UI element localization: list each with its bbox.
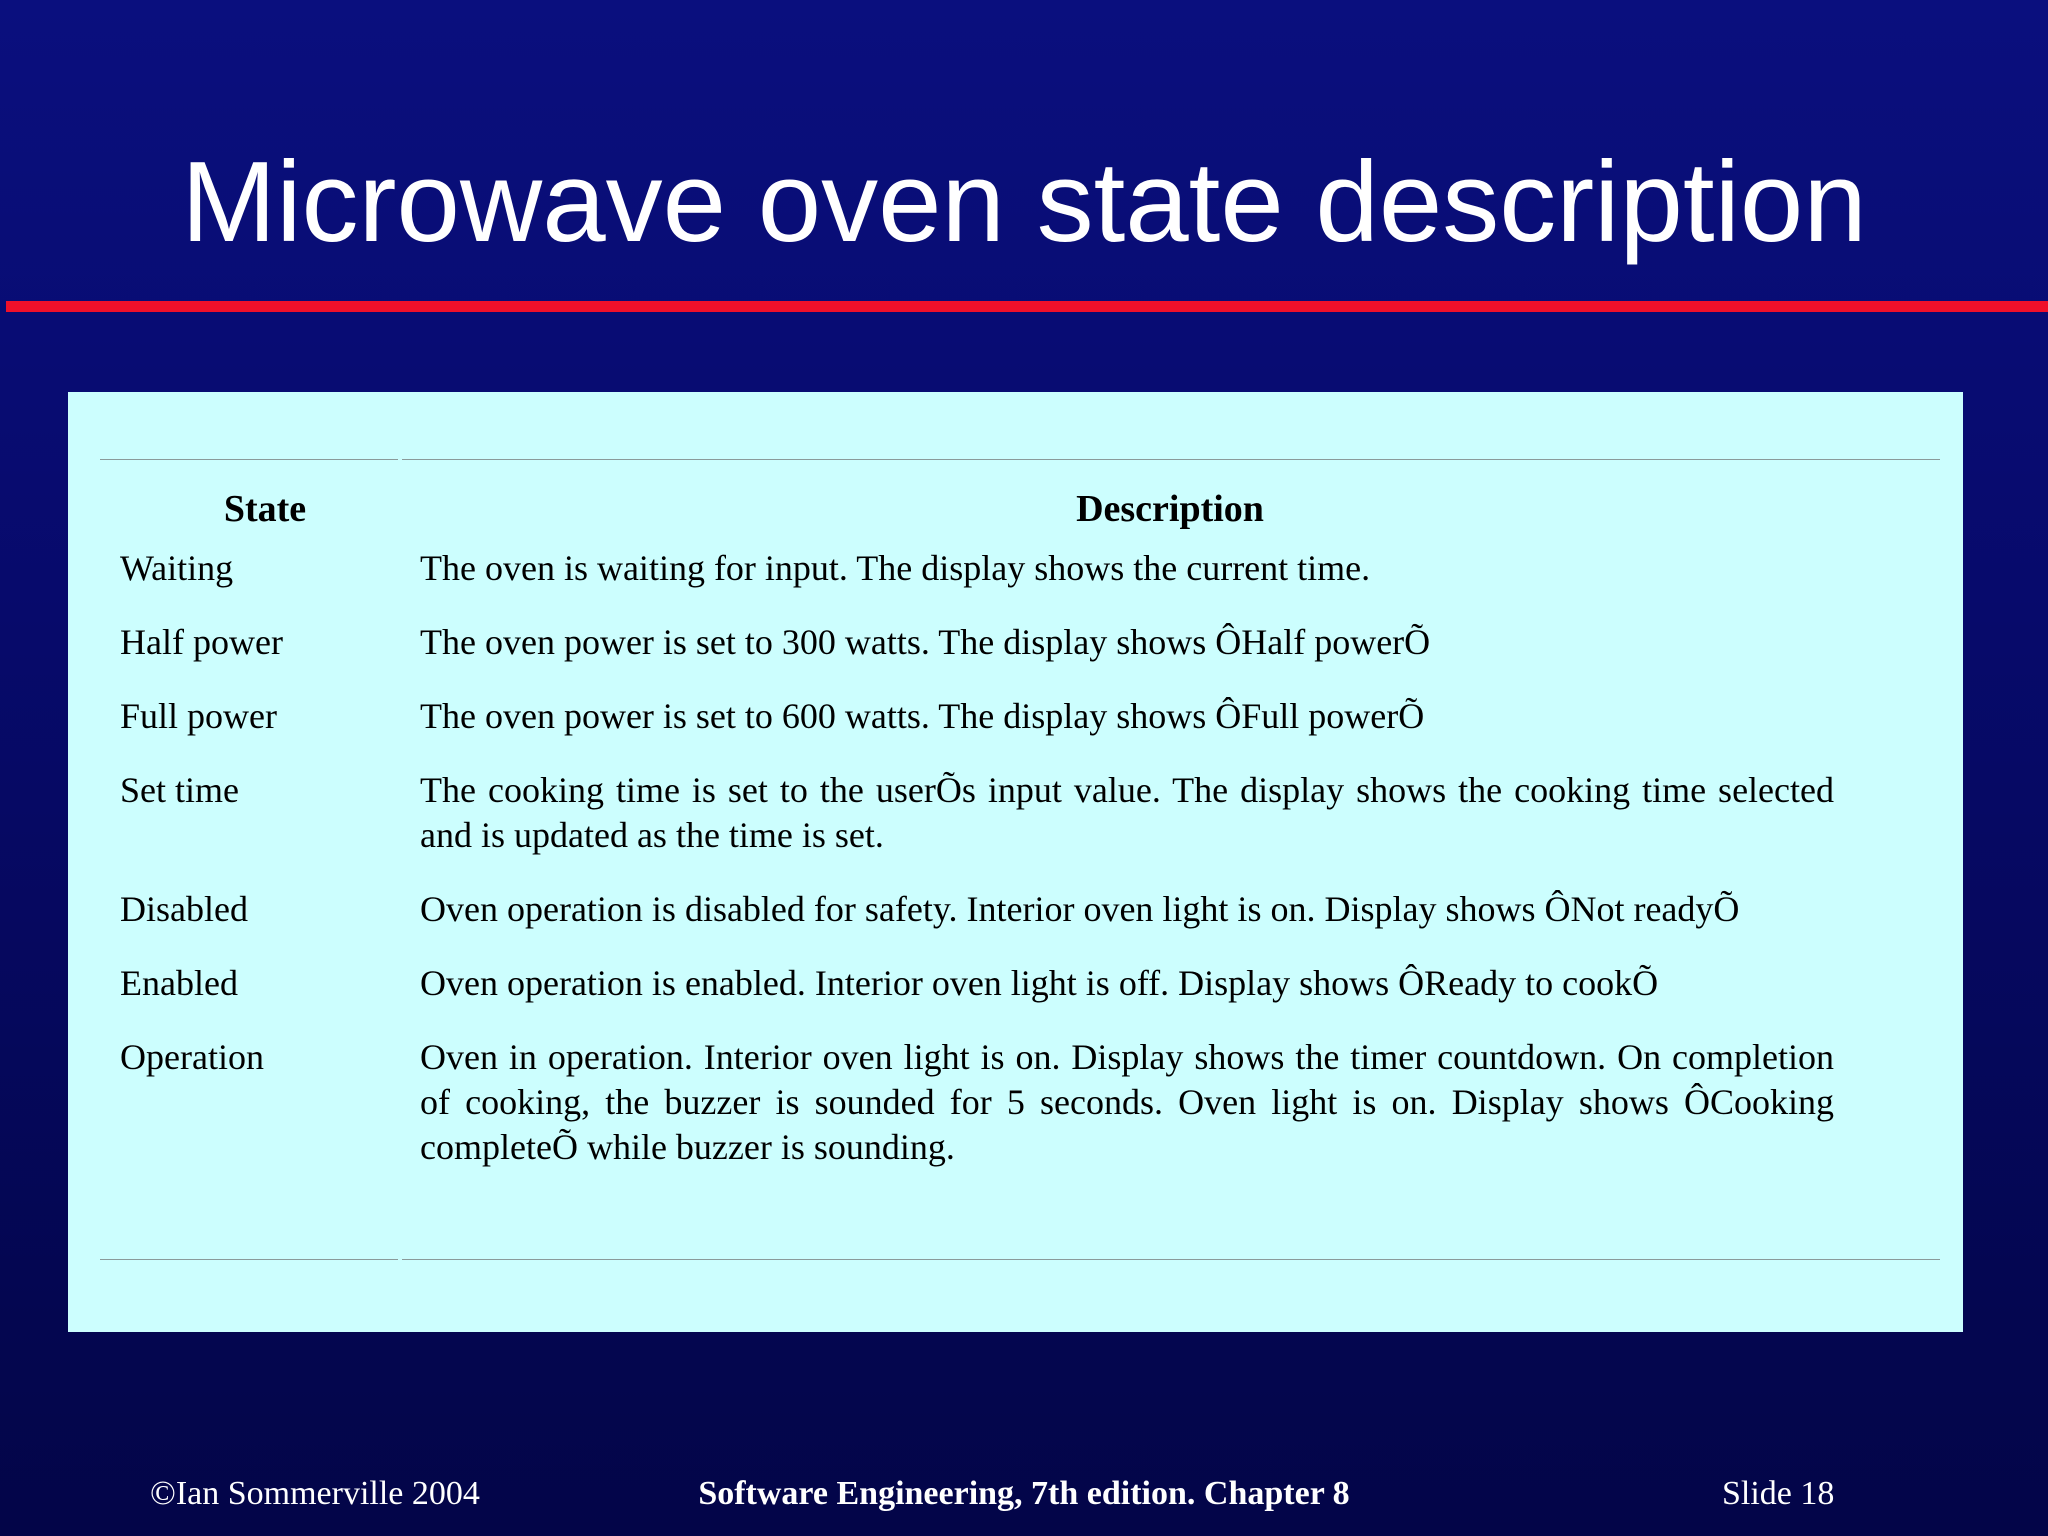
table-row [100, 961, 1940, 1035]
footer-book-title: Software Engineering, 7th edition. Chapter 8 [698, 1475, 1350, 1512]
table-row [100, 620, 1940, 694]
slide-title: Microwave oven state description [181, 139, 1867, 266]
table-row [100, 694, 1940, 768]
table-top-rule [100, 459, 1940, 460]
column-separator-gap [398, 1259, 402, 1260]
state-cell: Waiting [120, 548, 234, 588]
title-divider [6, 301, 2048, 312]
header-state: State [223, 488, 307, 530]
table-row [100, 768, 1940, 887]
state-description-table [100, 472, 1940, 1199]
table-row [100, 887, 1940, 961]
description-cell: The oven is waiting for input. The display shows the current time. [420, 548, 1371, 588]
description-cell: Oven operation is disabled for safety. Interior oven light is on. Display shows ÔNot readyÕ [420, 889, 1740, 929]
footer-copyright: ©Ian Sommerville 2004 [150, 1475, 480, 1512]
description-cell: Oven in operation. Interior oven light is on. Display shows the timer countdown. On completion of cooking, the buzzer is sounded for 5 seconds. Oven light is on. Display shows ÔCooking completeÕ while buzzer is sounding. [420, 1037, 1834, 1167]
table-bottom-rule [100, 1259, 1940, 1260]
state-cell: Enabled [120, 963, 238, 1003]
state-cell: Full power [120, 696, 277, 736]
state-cell: Disabled [120, 889, 248, 929]
state-cell: Half power [120, 622, 283, 662]
description-cell: The oven power is set to 300 watts. The display shows ÔHalf powerÕ [420, 622, 1431, 662]
state-cell: Set time [120, 770, 239, 810]
description-cell: Oven operation is enabled. Interior oven light is off. Display shows ÔReady to cookÕ [420, 963, 1659, 1003]
table-header-row [100, 472, 1940, 546]
table-row [100, 1035, 1940, 1199]
footer-slide-number: Slide 18 [1722, 1475, 1835, 1512]
description-cell: The cooking time is set to the userÕs input value. The display shows the cooking time selected and is updated as the time is set. [420, 770, 1834, 855]
table-row [100, 546, 1940, 620]
state-cell: Operation [120, 1037, 264, 1077]
column-separator-gap [398, 459, 402, 460]
header-description: Description [1076, 488, 1264, 530]
description-cell: The oven power is set to 600 watts. The display shows ÔFull powerÕ [420, 696, 1425, 736]
state-table-panel [68, 392, 1963, 1332]
